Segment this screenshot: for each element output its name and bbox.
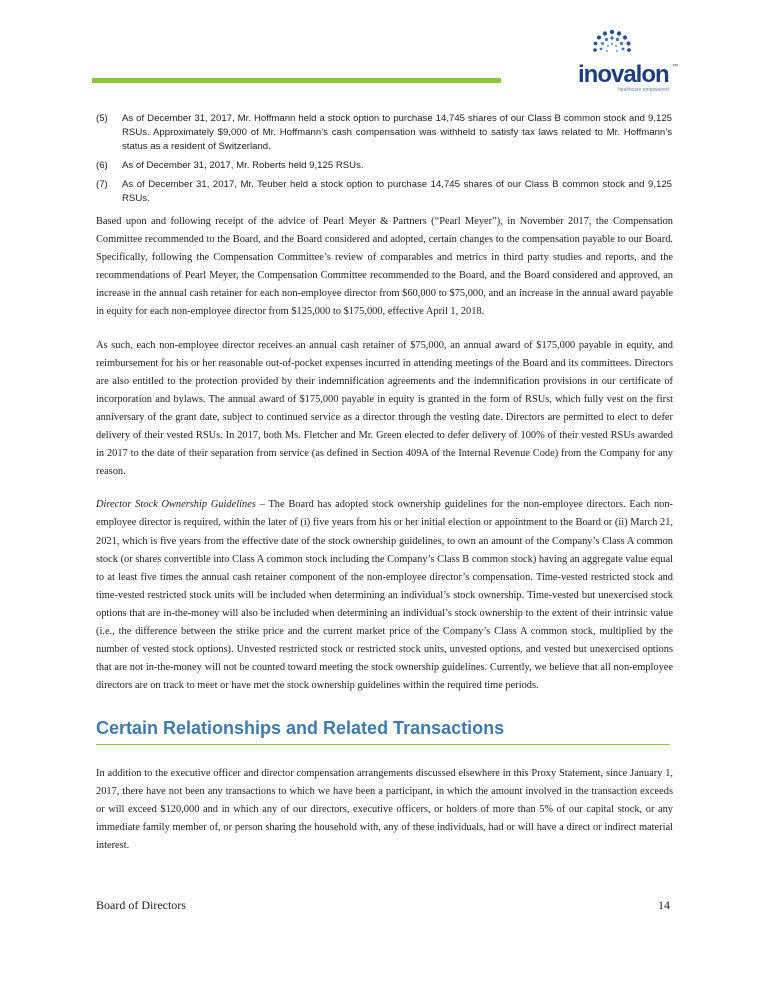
footnote-item [96, 178, 672, 206]
paragraph-director-retainer: As such, each non-employee director receives an annual cash retainer of $75,000, an annual award of $175,000 payable in equity, and reimbursement for his or her reasonable out-of-pocket expenses incurred in attending meetings of the Board and its committees. Directors are also entitled to the protection provided by their indemnification agreements and the indemnification provisions in our certificate of incorporation and bylaws. The annual award of $175,000 payable in equity is granted in the form of RSUs, which fully vest on the first anniversary of the grant date, subject to continued service as a director through the vesting date. Directors are permitted to elect to defer delivery of their vested RSUs. In 2017, both Ms. Fletcher and Mr. Green elected to defer delivery of 100% of their vested RSUs awarded in 2017 to the date of their separation from service (as defined in Section 409A of the Internal Revenue Code) from the Company for any reason. [96, 339, 673, 478]
logo-wordmark: inovalon [578, 61, 669, 88]
page-number: 14 [658, 898, 670, 912]
related-transactions-body [96, 765, 673, 855]
footnote-number: (6) [96, 160, 108, 172]
ownership-guidelines-title: Director Stock Ownership Guidelines [96, 499, 256, 511]
header-accent-rule [92, 78, 501, 83]
paragraph-related-transactions: In addition to the executive officer and director compensation arrangements discussed elsewhere in this Proxy Statement, since January 1, 2017, there have not been any transactions to which we have been a participant, in which the amount involved in the transaction exceeds or will exceed $120,000 and in which any of our directors, executive officers, or holders of more than 5% of our capital stock, or any immediate family member of, or person sharing the household with, any of these individuals, had or will have a direct or indirect material interest. [96, 768, 673, 852]
footer-section-title: Board of Directors [96, 898, 186, 912]
section-heading-rule [96, 744, 670, 745]
logo-trademark: ™ [672, 64, 678, 70]
footnote-number: (5) [96, 113, 108, 124]
inovalon-logo [578, 28, 686, 96]
footnotes-list [96, 112, 672, 211]
paragraph-ownership-guidelines [96, 496, 673, 695]
footnote-text: As of December 31, 2017, Mr. Hoffmann held a stock option to purchase 14,745 shares of our Class B common stock and 9,125 RSUs. Approximately $9,000 of Mr. Hoffmann’s cash compensation was withheld to satisfy tax laws related to Mr. Hoffmann’s status as a resident of Switzerland. [122, 113, 672, 153]
title-separator: – [255, 499, 269, 511]
logo-swirl-icon [590, 28, 634, 64]
logo-tagline: healthcare empowered [618, 87, 669, 93]
paragraph-pearl-meyer: Based upon and following receipt of the advice of Pearl Meyer & Partners (“Pearl Meyer”), in November 2017, the Compensation Committee recommended to the Board, and the Board considered and adopted, certain changes to the compensation payable to our Board. Specifically, following the Compensation Committee’s review of comparables and metrics in third party studies and reports, and the recommendations of Pearl Meyer, the Compensation Committee recommended to the Board, and the Board considered and approved, an increase in the annual cash retainer for each non-employee director from $60,000 to $75,000, and an increase in the annual award payable in equity for each non-employee director from $125,000 to $175,000, effective April 1, 2018. [96, 216, 673, 318]
footnote-item [96, 112, 672, 155]
section-heading: Certain Relationships and Related Transactions [96, 718, 505, 738]
footnote-text: As of December 31, 2017, Mr. Roberts held 9,125 RSUs. [122, 160, 364, 172]
footnote-text: As of December 31, 2017, Mr. Teuber held a stock option to purchase 14,745 shares of our Class B common stock and 9,125 RSUs. [122, 179, 672, 205]
footnote-item [96, 159, 672, 173]
ownership-guidelines-text: The Board has adopted stock ownership guidelines for the non-employee directors. Each non-employee director is required, within the later of (i) five years from his or her initial election or appointment to the Board or (ii) March 21, 2021, which is five years from the effective date of the stock ownership guidelines, to own an amount of the Company’s Class A common stock (or shares convertible into Class A common stock including the Company’s Class B common stock) having an aggregate value equal to at least five times the annual cash retainer component of the non-employee director’s compensation. Time-vested restricted stock and time-vested restricted stock units will be included when determining an individual’s stock ownership. Time-vested but unexercised stock options that are in-the-money will also be included when determining an individual’s stock ownership to the extent of their intrinsic value (i.e., the difference between the strike price and the current market price of the Company’s Class A common stock, multiplied by the number of vested stock options). Unvested restricted stock or restricted stock units, unvested options, and vested but unexercised options that are not in-the-money will not be counted toward meeting the stock ownership guidelines. Currently, we believe that all non-employee directors are on track to meet or have met the stock ownership guidelines within the required time periods. [96, 499, 673, 692]
footnote-number: (7) [96, 179, 108, 190]
board-compensation-body [96, 213, 673, 710]
